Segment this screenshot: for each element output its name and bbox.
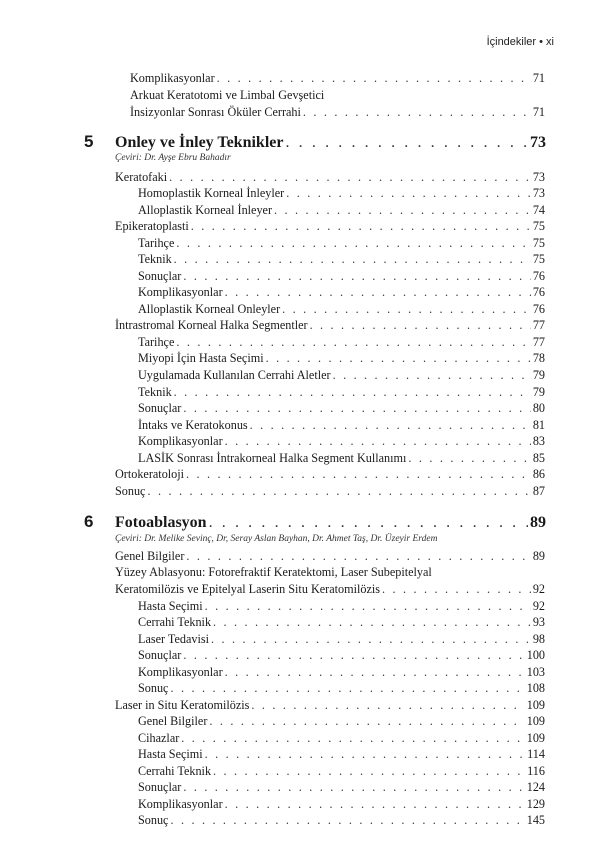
leader-dots [205,746,526,762]
leader-dots [213,614,531,630]
toc-entry [138,235,545,251]
toc-entry-label: Laser in Situ Keratomilözis [115,698,250,712]
toc-entry-label: Sonuçlar [138,780,182,794]
leader-dots [191,218,531,234]
chapter-translator: Çeviri: Dr. Ayşe Ebru Bahadır [115,153,231,163]
toc-entry-label: Yüzey Ablasyonu: Fotorefraktif Keratektomi, Laser Subepitelyal [115,565,432,579]
toc-entry-page: 109 [526,731,545,745]
chapter-page: 89 [530,514,546,531]
toc-entry-label: Hasta Seçimi [138,599,203,613]
toc-entry-label: Cihazlar [138,731,180,745]
toc-entry [138,746,545,762]
toc-entry-page: 86 [532,467,545,481]
toc-entry [130,104,545,120]
toc-entry-label: Arkuat Keratotomi ve Limbal Gevşetici [130,88,325,102]
toc-entry-page: 74 [532,203,545,217]
toc-entry-page: 77 [532,318,545,332]
toc-entry-page: 76 [532,302,545,316]
leader-dots [174,384,531,400]
toc-entry-label: Komplikasyonlar [130,71,215,85]
leader-dots [183,779,524,795]
toc-entry [138,730,545,746]
toc-entry [138,433,545,449]
toc-entry-page: 98 [532,632,545,646]
leader-dots [186,548,530,564]
leader-dots [183,268,530,284]
toc-entry-label: Homoplastik Korneal İnleyler [138,186,285,200]
leader-dots [310,317,531,333]
toc-entry-label: Sonuçlar [138,269,182,283]
chapter-heading [115,133,546,153]
toc-entry-label: Komplikasyonlar [138,285,223,299]
toc-entry [138,301,545,317]
toc-entry-page: 89 [532,549,545,563]
leader-dots [251,697,524,713]
toc-entry [138,251,545,267]
toc-entry-page: 145 [526,813,545,827]
leader-dots [176,334,530,350]
toc-entry-page: 76 [532,269,545,283]
toc-entry-page: 75 [532,219,545,233]
toc-entry-page: 92 [532,599,545,613]
leader-dots [174,251,531,267]
leader-dots [266,350,531,366]
leader-dots [205,598,531,614]
chapter-title: Onley ve İnley Teknikler [115,134,284,151]
toc-entry-page: 79 [532,368,545,382]
leader-dots [225,796,525,812]
toc-entry-page: 103 [526,665,545,679]
leader-dots [286,185,531,201]
toc-entry-page: 92 [532,582,545,596]
toc-entry-label: Epikeratoplasti [115,219,189,233]
toc-entry-label: Cerrahi Teknik [138,764,212,778]
toc-entry [138,450,545,466]
toc-entry [138,284,545,300]
toc-entry [115,466,545,482]
leader-dots [183,647,524,663]
leader-dots [282,301,531,317]
toc-entry-label: LASİK Sonrası İntrakorneal Halka Segment Kullanımı [138,451,407,465]
toc-entry-label: Laser Tedavisi [138,632,210,646]
toc-entry [138,334,545,350]
toc-entry-page: 108 [526,681,545,695]
toc-entry-label: İntaks ve Keratokonus [138,418,248,432]
toc-entry-label: Sonuç [138,813,169,827]
leader-dots [170,812,524,828]
toc-entry-page: 100 [526,648,545,662]
toc-entry [138,812,545,828]
toc-entry [138,185,545,201]
toc-entry [138,384,545,400]
leader-dots [250,417,531,433]
toc-entry-label: İnsizyonlar Sonrası Öküler Cerrahi [130,105,301,119]
leader-dots [225,664,525,680]
toc-entry-page: 78 [532,351,545,365]
toc-entry-page: 77 [532,335,545,349]
leader-dots [333,367,531,383]
toc-entry-page: 80 [532,401,545,415]
running-head: İçindekiler • xi [486,36,554,48]
toc-entry [138,417,545,433]
toc-entry-label: Genel Bilgiler [138,714,208,728]
toc-entry [138,631,545,647]
toc-entry-page: 85 [532,451,545,465]
toc-entry-page: 73 [532,186,545,200]
toc-entry-label: Miyopi İçin Hasta Seçimi [138,351,264,365]
toc-entry-page: 109 [526,698,545,712]
toc-entry [115,581,545,597]
toc-entry [130,70,545,86]
toc-entry [130,87,545,103]
toc-entry-page: 116 [527,764,545,778]
toc-entry [138,647,545,663]
leader-dots [176,235,530,251]
toc-entry [115,218,545,234]
toc-entry [138,713,545,729]
toc-entry [115,169,545,185]
toc-entry-label: Sonuçlar [138,648,182,662]
toc-entry [138,268,545,284]
chapter-translator: Çeviri: Dr. Melike Sevinç, Dr, Seray Aslan Bayhan, Dr. Ahmet Taş, Dr. Üzeyir Erdem [115,534,438,544]
toc-entry-label: Genel Bilgiler [115,549,185,563]
leader-dots [186,466,531,482]
toc-entry-label: İntrastromal Korneal Halka Segmentler [115,318,308,332]
toc-entry-page: 71 [532,105,545,119]
toc-entry [138,664,545,680]
toc-entry [115,548,545,564]
toc-entry-label: Ortokeratoloji [115,467,185,481]
toc-entry-label: Alloplastik Korneal İnleyer [138,203,273,217]
toc-entry [138,400,545,416]
toc-entry [115,564,545,580]
chapter-heading [115,513,546,533]
leader-dots [213,763,525,779]
toc-entry-page: 114 [527,747,545,761]
toc-entry-label: Teknik [138,385,172,399]
toc-entry-page: 93 [532,615,545,629]
toc-entry-page: 79 [532,385,545,399]
toc-entry-page: 124 [526,780,545,794]
toc-entry-page: 76 [532,285,545,299]
leader-dots [209,713,524,729]
toc-entry-label: Keratofaki [115,170,168,184]
toc-entry-label: Sonuç [138,681,169,695]
toc-entry-page: 109 [526,714,545,728]
toc-entry-page: 129 [526,797,545,811]
chapter-number: 6 [84,512,94,531]
leader-dots [209,513,528,533]
toc-entry [138,763,545,779]
toc-entry [138,350,545,366]
leader-dots [285,133,528,153]
toc-entry [115,483,545,499]
toc-entry-label: Komplikasyonlar [138,797,223,811]
toc-entry-page: 87 [532,484,545,498]
leader-dots [183,400,530,416]
toc-entry [138,202,545,218]
chapter-number: 5 [84,132,94,151]
leader-dots [169,169,531,185]
leader-dots [225,433,531,449]
toc-entry-label: Keratomilözis ve Epitelyal Laserin Situ Keratomilözis [115,582,381,596]
leader-dots [211,631,531,647]
toc-entry-page: 75 [532,236,545,250]
toc-entry [138,680,545,696]
leader-dots [217,70,531,86]
toc-entry-label: Tarihçe [138,236,175,250]
toc-entry-page: 71 [532,71,545,85]
leader-dots [382,581,531,597]
toc-entry-label: Uygulamada Kullanılan Cerrahi Aletler [138,368,331,382]
toc-entry-label: Teknik [138,252,172,266]
toc-entry-page: 81 [532,418,545,432]
toc-entry [138,598,545,614]
toc-entry-label: Cerrahi Teknik [138,615,212,629]
toc-entry-label: Sonuç [115,484,146,498]
toc-entry [138,614,545,630]
toc-entry [138,367,545,383]
leader-dots [170,680,524,696]
chapter-page: 73 [530,134,546,151]
toc-entry-label: Komplikasyonlar [138,434,223,448]
toc-entry-label: Hasta Seçimi [138,747,203,761]
toc-entry [115,317,545,333]
toc-entry [138,779,545,795]
toc-entry [138,796,545,812]
toc-entry-label: Sonuçlar [138,401,182,415]
leader-dots [181,730,524,746]
leader-dots [408,450,530,466]
leader-dots [225,284,531,300]
leader-dots [147,483,530,499]
toc-entry-label: Alloplastik Korneal Onleyler [138,302,281,316]
toc-entry-label: Tarihçe [138,335,175,349]
leader-dots [303,104,531,120]
toc-entry-page: 73 [532,170,545,184]
toc-entry-page: 83 [532,434,545,448]
chapter-title: Fotoablasyon [115,514,207,531]
toc-entry-label: Komplikasyonlar [138,665,223,679]
toc-entry-page: 75 [532,252,545,266]
toc-entry [115,697,545,713]
leader-dots [274,202,531,218]
